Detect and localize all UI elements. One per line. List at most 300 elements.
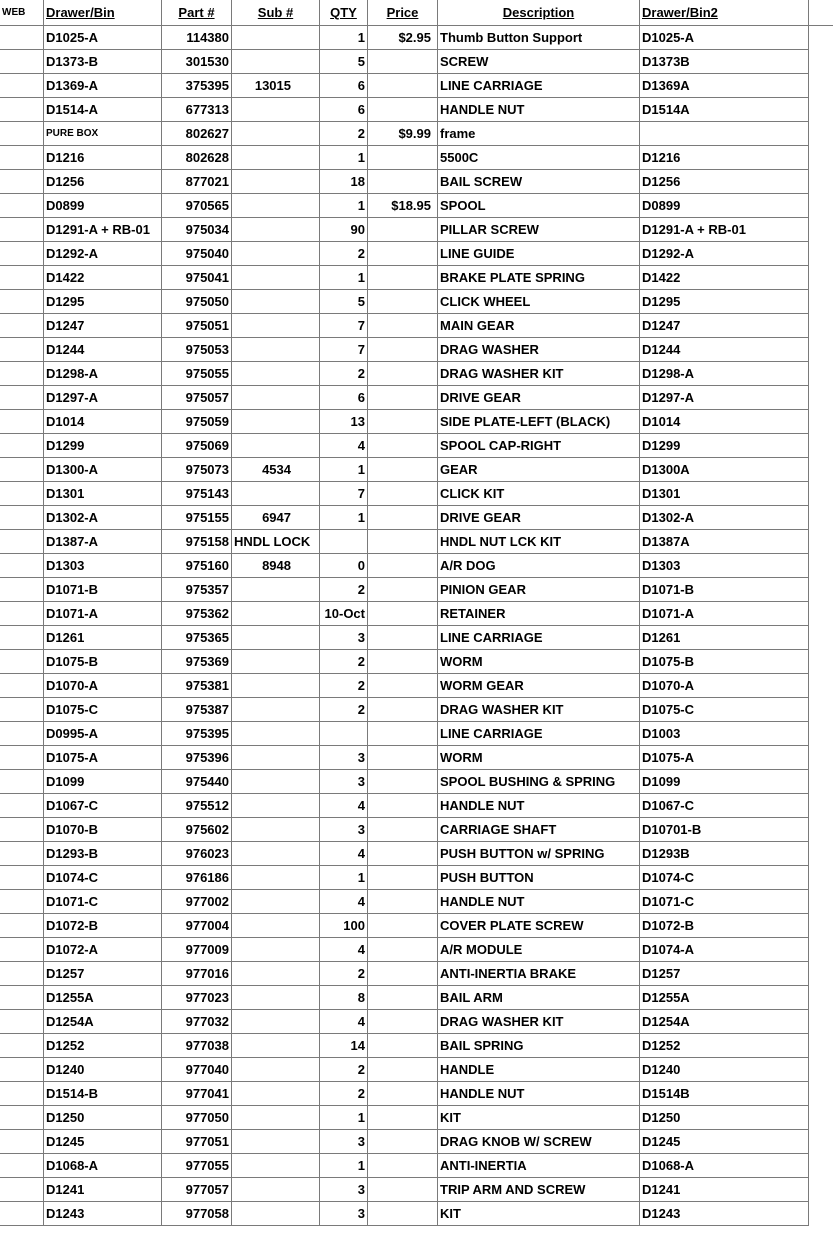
qty-cell[interactable]: 5 — [320, 50, 368, 73]
description-cell[interactable]: LINE CARRIAGE — [438, 74, 640, 97]
price-cell[interactable] — [368, 674, 438, 697]
sub-number-cell[interactable] — [232, 938, 320, 961]
web-cell[interactable] — [0, 410, 44, 433]
description-cell[interactable]: DRIVE GEAR — [438, 506, 640, 529]
drawer-bin-cell[interactable]: D1298-A — [44, 362, 162, 385]
part-number-cell[interactable]: 975051 — [162, 314, 232, 337]
description-cell[interactable]: A/R DOG — [438, 554, 640, 577]
sub-number-cell[interactable] — [232, 602, 320, 625]
price-cell[interactable]: $2.95 — [368, 26, 438, 49]
sub-number-cell[interactable] — [232, 482, 320, 505]
description-cell[interactable]: WORM GEAR — [438, 674, 640, 697]
sub-number-cell[interactable] — [232, 242, 320, 265]
sub-number-cell[interactable] — [232, 818, 320, 841]
price-cell[interactable] — [368, 458, 438, 481]
drawer-bin2-cell[interactable]: D1075-C — [640, 698, 809, 721]
part-number-cell[interactable]: 977051 — [162, 1130, 232, 1153]
description-cell[interactable]: CLICK WHEEL — [438, 290, 640, 313]
drawer-bin-cell[interactable]: D1297-A — [44, 386, 162, 409]
web-cell[interactable] — [0, 1034, 44, 1057]
qty-cell[interactable] — [320, 530, 368, 553]
qty-cell[interactable]: 3 — [320, 1202, 368, 1225]
qty-cell[interactable]: 2 — [320, 122, 368, 145]
description-cell[interactable]: PUSH BUTTON w/ SPRING — [438, 842, 640, 865]
header-qty[interactable]: QTY — [320, 0, 368, 25]
drawer-bin-cell[interactable]: D1514-A — [44, 98, 162, 121]
web-cell[interactable] — [0, 98, 44, 121]
web-cell[interactable] — [0, 818, 44, 841]
qty-cell[interactable]: 4 — [320, 890, 368, 913]
price-cell[interactable] — [368, 1034, 438, 1057]
web-cell[interactable] — [0, 74, 44, 97]
part-number-cell[interactable]: 975158 — [162, 530, 232, 553]
price-cell[interactable] — [368, 386, 438, 409]
web-cell[interactable] — [0, 362, 44, 385]
part-number-cell[interactable]: 677313 — [162, 98, 232, 121]
price-cell[interactable] — [368, 410, 438, 433]
description-cell[interactable]: DRIVE GEAR — [438, 386, 640, 409]
drawer-bin-cell[interactable]: D1300-A — [44, 458, 162, 481]
drawer-bin2-cell[interactable]: D1297-A — [640, 386, 809, 409]
header-part-number[interactable]: Part # — [162, 0, 232, 25]
part-number-cell[interactable]: 975365 — [162, 626, 232, 649]
qty-cell[interactable]: 1 — [320, 146, 368, 169]
drawer-bin-cell[interactable]: D1071-A — [44, 602, 162, 625]
part-number-cell[interactable]: 975053 — [162, 338, 232, 361]
qty-cell[interactable]: 1 — [320, 1106, 368, 1129]
sub-number-cell[interactable] — [232, 794, 320, 817]
qty-cell[interactable]: 14 — [320, 1034, 368, 1057]
header-sub-number[interactable]: Sub # — [232, 0, 320, 25]
drawer-bin2-cell[interactable]: D1252 — [640, 1034, 809, 1057]
drawer-bin-cell[interactable]: D1302-A — [44, 506, 162, 529]
drawer-bin2-cell[interactable]: D1293B — [640, 842, 809, 865]
header-drawer-bin[interactable]: Drawer/Bin — [44, 0, 162, 25]
price-cell[interactable] — [368, 1106, 438, 1129]
sub-number-cell[interactable] — [232, 1178, 320, 1201]
part-number-cell[interactable]: 975440 — [162, 770, 232, 793]
price-cell[interactable] — [368, 986, 438, 1009]
price-cell[interactable] — [368, 938, 438, 961]
qty-cell[interactable]: 2 — [320, 698, 368, 721]
part-number-cell[interactable]: 976023 — [162, 842, 232, 865]
qty-cell[interactable]: 90 — [320, 218, 368, 241]
price-cell[interactable]: $18.95 — [368, 194, 438, 217]
drawer-bin-cell[interactable]: D1241 — [44, 1178, 162, 1201]
drawer-bin2-cell[interactable]: D1298-A — [640, 362, 809, 385]
part-number-cell[interactable]: 975073 — [162, 458, 232, 481]
sub-number-cell[interactable] — [232, 1154, 320, 1177]
web-cell[interactable] — [0, 962, 44, 985]
qty-cell[interactable]: 2 — [320, 1082, 368, 1105]
price-cell[interactable] — [368, 842, 438, 865]
part-number-cell[interactable]: 975040 — [162, 242, 232, 265]
web-cell[interactable] — [0, 1106, 44, 1129]
description-cell[interactable]: SCREW — [438, 50, 640, 73]
qty-cell[interactable]: 10-Oct — [320, 602, 368, 625]
drawer-bin2-cell[interactable]: D1072-B — [640, 914, 809, 937]
description-cell[interactable]: 5500C — [438, 146, 640, 169]
sub-number-cell[interactable]: 8948 — [232, 554, 320, 577]
drawer-bin2-cell[interactable]: D1247 — [640, 314, 809, 337]
drawer-bin2-cell[interactable]: D1514A — [640, 98, 809, 121]
price-cell[interactable] — [368, 146, 438, 169]
part-number-cell[interactable]: 975050 — [162, 290, 232, 313]
description-cell[interactable]: HANDLE NUT — [438, 98, 640, 121]
web-cell[interactable] — [0, 338, 44, 361]
part-number-cell[interactable]: 975369 — [162, 650, 232, 673]
drawer-bin2-cell[interactable]: D1014 — [640, 410, 809, 433]
price-cell[interactable] — [368, 362, 438, 385]
description-cell[interactable]: PINION GEAR — [438, 578, 640, 601]
drawer-bin-cell[interactable]: D1514-B — [44, 1082, 162, 1105]
price-cell[interactable] — [368, 266, 438, 289]
web-cell[interactable] — [0, 986, 44, 1009]
qty-cell[interactable]: 2 — [320, 362, 368, 385]
qty-cell[interactable]: 4 — [320, 434, 368, 457]
sub-number-cell[interactable] — [232, 986, 320, 1009]
qty-cell[interactable]: 2 — [320, 1058, 368, 1081]
part-number-cell[interactable]: 977058 — [162, 1202, 232, 1225]
price-cell[interactable] — [368, 818, 438, 841]
drawer-bin2-cell[interactable]: D1302-A — [640, 506, 809, 529]
web-cell[interactable] — [0, 1010, 44, 1033]
drawer-bin2-cell[interactable]: D10701-B — [640, 818, 809, 841]
description-cell[interactable]: DRAG WASHER KIT — [438, 1010, 640, 1033]
part-number-cell[interactable]: 975055 — [162, 362, 232, 385]
part-number-cell[interactable]: 975362 — [162, 602, 232, 625]
qty-cell[interactable]: 3 — [320, 1178, 368, 1201]
drawer-bin-cell[interactable]: D1067-C — [44, 794, 162, 817]
drawer-bin-cell[interactable]: D1261 — [44, 626, 162, 649]
drawer-bin-cell[interactable]: D1075-C — [44, 698, 162, 721]
price-cell[interactable] — [368, 626, 438, 649]
drawer-bin-cell[interactable]: D1245 — [44, 1130, 162, 1153]
sub-number-cell[interactable] — [232, 290, 320, 313]
drawer-bin2-cell[interactable]: D1295 — [640, 290, 809, 313]
web-cell[interactable] — [0, 242, 44, 265]
qty-cell[interactable]: 13 — [320, 410, 368, 433]
part-number-cell[interactable]: 977016 — [162, 962, 232, 985]
header-description[interactable]: Description — [438, 0, 640, 25]
web-cell[interactable] — [0, 482, 44, 505]
sub-number-cell[interactable] — [232, 626, 320, 649]
price-cell[interactable] — [368, 98, 438, 121]
sub-number-cell[interactable]: HNDL LOCK — [232, 530, 320, 553]
qty-cell[interactable]: 2 — [320, 650, 368, 673]
sub-number-cell[interactable] — [232, 410, 320, 433]
sub-number-cell[interactable] — [232, 842, 320, 865]
qty-cell[interactable]: 3 — [320, 746, 368, 769]
drawer-bin-cell[interactable]: D1373-B — [44, 50, 162, 73]
web-cell[interactable] — [0, 1154, 44, 1177]
qty-cell[interactable]: 1 — [320, 266, 368, 289]
price-cell[interactable] — [368, 74, 438, 97]
web-cell[interactable] — [0, 290, 44, 313]
description-cell[interactable]: ANTI-INERTIA BRAKE — [438, 962, 640, 985]
drawer-bin-cell[interactable]: D1025-A — [44, 26, 162, 49]
web-cell[interactable] — [0, 626, 44, 649]
qty-cell[interactable]: 2 — [320, 962, 368, 985]
description-cell[interactable]: A/R MODULE — [438, 938, 640, 961]
price-cell[interactable] — [368, 314, 438, 337]
price-cell[interactable] — [368, 1178, 438, 1201]
drawer-bin-cell[interactable]: D1216 — [44, 146, 162, 169]
part-number-cell[interactable]: 977057 — [162, 1178, 232, 1201]
price-cell[interactable] — [368, 794, 438, 817]
price-cell[interactable] — [368, 506, 438, 529]
header-price[interactable]: Price — [368, 0, 438, 25]
part-number-cell[interactable]: 977041 — [162, 1082, 232, 1105]
description-cell[interactable]: BAIL SCREW — [438, 170, 640, 193]
part-number-cell[interactable]: 976186 — [162, 866, 232, 889]
price-cell[interactable] — [368, 578, 438, 601]
drawer-bin-cell[interactable]: D1074-C — [44, 866, 162, 889]
qty-cell[interactable]: 1 — [320, 458, 368, 481]
part-number-cell[interactable]: 975034 — [162, 218, 232, 241]
sub-number-cell[interactable] — [232, 746, 320, 769]
part-number-cell[interactable]: 975396 — [162, 746, 232, 769]
description-cell[interactable]: SIDE PLATE-LEFT (BLACK) — [438, 410, 640, 433]
drawer-bin2-cell[interactable]: D1291-A + RB-01 — [640, 218, 809, 241]
sub-number-cell[interactable] — [232, 578, 320, 601]
part-number-cell[interactable]: 975387 — [162, 698, 232, 721]
price-cell[interactable] — [368, 650, 438, 673]
part-number-cell[interactable]: 975057 — [162, 386, 232, 409]
drawer-bin-cell[interactable]: D1072-B — [44, 914, 162, 937]
price-cell[interactable] — [368, 1058, 438, 1081]
description-cell[interactable]: MAIN GEAR — [438, 314, 640, 337]
web-cell[interactable] — [0, 722, 44, 745]
description-cell[interactable]: HNDL NUT LCK KIT — [438, 530, 640, 553]
description-cell[interactable]: CARRIAGE SHAFT — [438, 818, 640, 841]
sub-number-cell[interactable] — [232, 1202, 320, 1225]
sub-number-cell[interactable] — [232, 1010, 320, 1033]
qty-cell[interactable]: 8 — [320, 986, 368, 1009]
web-cell[interactable] — [0, 554, 44, 577]
drawer-bin2-cell[interactable]: D1075-A — [640, 746, 809, 769]
drawer-bin2-cell[interactable]: D1025-A — [640, 26, 809, 49]
drawer-bin-cell[interactable]: D1243 — [44, 1202, 162, 1225]
web-cell[interactable] — [0, 1130, 44, 1153]
sub-number-cell[interactable] — [232, 122, 320, 145]
drawer-bin-cell[interactable]: D1068-A — [44, 1154, 162, 1177]
part-number-cell[interactable]: 975160 — [162, 554, 232, 577]
drawer-bin-cell[interactable]: D1250 — [44, 1106, 162, 1129]
drawer-bin2-cell[interactable]: D1369A — [640, 74, 809, 97]
description-cell[interactable]: DRAG WASHER — [438, 338, 640, 361]
drawer-bin-cell[interactable]: D1075-B — [44, 650, 162, 673]
sub-number-cell[interactable] — [232, 386, 320, 409]
description-cell[interactable]: COVER PLATE SCREW — [438, 914, 640, 937]
web-cell[interactable] — [0, 794, 44, 817]
drawer-bin-cell[interactable]: D1244 — [44, 338, 162, 361]
sub-number-cell[interactable] — [232, 146, 320, 169]
drawer-bin2-cell[interactable]: D1303 — [640, 554, 809, 577]
sub-number-cell[interactable] — [232, 866, 320, 889]
qty-cell[interactable]: 6 — [320, 98, 368, 121]
price-cell[interactable] — [368, 722, 438, 745]
part-number-cell[interactable]: 977032 — [162, 1010, 232, 1033]
price-cell[interactable] — [368, 746, 438, 769]
drawer-bin-cell[interactable]: D1071-B — [44, 578, 162, 601]
part-number-cell[interactable]: 975143 — [162, 482, 232, 505]
qty-cell[interactable]: 3 — [320, 626, 368, 649]
description-cell[interactable]: HANDLE NUT — [438, 1082, 640, 1105]
drawer-bin2-cell[interactable]: D1254A — [640, 1010, 809, 1033]
description-cell[interactable]: CLICK KIT — [438, 482, 640, 505]
drawer-bin-cell[interactable]: D1072-A — [44, 938, 162, 961]
sub-number-cell[interactable] — [232, 98, 320, 121]
web-cell[interactable] — [0, 674, 44, 697]
price-cell[interactable] — [368, 338, 438, 361]
drawer-bin-cell[interactable]: D0899 — [44, 194, 162, 217]
drawer-bin-cell[interactable]: D1247 — [44, 314, 162, 337]
description-cell[interactable]: HANDLE NUT — [438, 890, 640, 913]
drawer-bin2-cell[interactable]: D1300A — [640, 458, 809, 481]
web-cell[interactable] — [0, 1058, 44, 1081]
drawer-bin2-cell[interactable]: D1255A — [640, 986, 809, 1009]
description-cell[interactable]: PUSH BUTTON — [438, 866, 640, 889]
web-cell[interactable] — [0, 434, 44, 457]
description-cell[interactable]: TRIP ARM AND SCREW — [438, 1178, 640, 1201]
drawer-bin2-cell[interactable]: D1099 — [640, 770, 809, 793]
qty-cell[interactable]: 1 — [320, 194, 368, 217]
drawer-bin-cell[interactable]: D1240 — [44, 1058, 162, 1081]
description-cell[interactable]: LINE CARRIAGE — [438, 626, 640, 649]
price-cell[interactable] — [368, 554, 438, 577]
qty-cell[interactable]: 3 — [320, 770, 368, 793]
drawer-bin-cell[interactable]: D1387-A — [44, 530, 162, 553]
price-cell[interactable] — [368, 1202, 438, 1225]
qty-cell[interactable]: 7 — [320, 482, 368, 505]
description-cell[interactable]: PILLAR SCREW — [438, 218, 640, 241]
drawer-bin2-cell[interactable]: D1240 — [640, 1058, 809, 1081]
part-number-cell[interactable]: 301530 — [162, 50, 232, 73]
qty-cell[interactable]: 100 — [320, 914, 368, 937]
header-drawer-bin2[interactable]: Drawer/Bin2 — [640, 0, 809, 25]
drawer-bin2-cell[interactable]: D1422 — [640, 266, 809, 289]
sub-number-cell[interactable] — [232, 914, 320, 937]
drawer-bin-cell[interactable]: D1071-C — [44, 890, 162, 913]
drawer-bin2-cell[interactable]: D1299 — [640, 434, 809, 457]
price-cell[interactable] — [368, 890, 438, 913]
price-cell[interactable] — [368, 602, 438, 625]
part-number-cell[interactable]: 975069 — [162, 434, 232, 457]
sub-number-cell[interactable] — [232, 1058, 320, 1081]
header-web[interactable]: WEB — [0, 0, 44, 25]
web-cell[interactable] — [0, 650, 44, 673]
part-number-cell[interactable]: 975059 — [162, 410, 232, 433]
description-cell[interactable]: DRAG KNOB W/ SCREW — [438, 1130, 640, 1153]
drawer-bin2-cell[interactable]: D1514B — [640, 1082, 809, 1105]
price-cell[interactable] — [368, 1082, 438, 1105]
price-cell[interactable] — [368, 1154, 438, 1177]
drawer-bin2-cell[interactable]: D1216 — [640, 146, 809, 169]
sub-number-cell[interactable]: 13015 — [232, 74, 320, 97]
qty-cell[interactable]: 1 — [320, 866, 368, 889]
drawer-bin2-cell[interactable]: D1071-B — [640, 578, 809, 601]
drawer-bin-cell[interactable]: D1293-B — [44, 842, 162, 865]
sub-number-cell[interactable] — [232, 362, 320, 385]
web-cell[interactable] — [0, 194, 44, 217]
sub-number-cell[interactable] — [232, 890, 320, 913]
part-number-cell[interactable]: 802628 — [162, 146, 232, 169]
qty-cell[interactable]: 3 — [320, 1130, 368, 1153]
drawer-bin-cell[interactable]: D1295 — [44, 290, 162, 313]
drawer-bin-cell[interactable]: D1303 — [44, 554, 162, 577]
qty-cell[interactable]: 2 — [320, 674, 368, 697]
drawer-bin2-cell[interactable]: D1292-A — [640, 242, 809, 265]
sub-number-cell[interactable] — [232, 722, 320, 745]
web-cell[interactable] — [0, 602, 44, 625]
price-cell[interactable] — [368, 290, 438, 313]
part-number-cell[interactable]: 114380 — [162, 26, 232, 49]
drawer-bin-cell[interactable]: D1257 — [44, 962, 162, 985]
sub-number-cell[interactable] — [232, 770, 320, 793]
drawer-bin2-cell[interactable]: D1241 — [640, 1178, 809, 1201]
web-cell[interactable] — [0, 122, 44, 145]
drawer-bin2-cell[interactable]: D1373B — [640, 50, 809, 73]
price-cell[interactable] — [368, 50, 438, 73]
sub-number-cell[interactable] — [232, 1130, 320, 1153]
sub-number-cell[interactable] — [232, 266, 320, 289]
part-number-cell[interactable]: 977050 — [162, 1106, 232, 1129]
web-cell[interactable] — [0, 506, 44, 529]
qty-cell[interactable]: 6 — [320, 74, 368, 97]
web-cell[interactable] — [0, 266, 44, 289]
qty-cell[interactable]: 7 — [320, 314, 368, 337]
description-cell[interactable]: SPOOL — [438, 194, 640, 217]
web-cell[interactable] — [0, 218, 44, 241]
part-number-cell[interactable]: 375395 — [162, 74, 232, 97]
drawer-bin-cell[interactable]: D1252 — [44, 1034, 162, 1057]
part-number-cell[interactable]: 975155 — [162, 506, 232, 529]
drawer-bin-cell[interactable]: D1369-A — [44, 74, 162, 97]
price-cell[interactable] — [368, 962, 438, 985]
drawer-bin-cell[interactable]: D1014 — [44, 410, 162, 433]
description-cell[interactable]: Thumb Button Support — [438, 26, 640, 49]
drawer-bin2-cell[interactable]: D1387A — [640, 530, 809, 553]
part-number-cell[interactable]: 975357 — [162, 578, 232, 601]
web-cell[interactable] — [0, 698, 44, 721]
drawer-bin2-cell[interactable]: D1301 — [640, 482, 809, 505]
drawer-bin-cell[interactable]: D1292-A — [44, 242, 162, 265]
qty-cell[interactable]: 4 — [320, 1010, 368, 1033]
drawer-bin2-cell[interactable]: D1071-A — [640, 602, 809, 625]
qty-cell[interactable] — [320, 722, 368, 745]
part-number-cell[interactable]: 970565 — [162, 194, 232, 217]
web-cell[interactable] — [0, 1178, 44, 1201]
web-cell[interactable] — [0, 26, 44, 49]
drawer-bin2-cell[interactable]: D1070-A — [640, 674, 809, 697]
qty-cell[interactable]: 1 — [320, 26, 368, 49]
description-cell[interactable]: BRAKE PLATE SPRING — [438, 266, 640, 289]
sub-number-cell[interactable] — [232, 650, 320, 673]
drawer-bin2-cell[interactable]: D1003 — [640, 722, 809, 745]
drawer-bin2-cell[interactable]: D1245 — [640, 1130, 809, 1153]
drawer-bin-cell[interactable]: D1256 — [44, 170, 162, 193]
sub-number-cell[interactable] — [232, 1106, 320, 1129]
web-cell[interactable] — [0, 890, 44, 913]
qty-cell[interactable]: 4 — [320, 794, 368, 817]
description-cell[interactable]: SPOOL BUSHING & SPRING — [438, 770, 640, 793]
sub-number-cell[interactable] — [232, 50, 320, 73]
web-cell[interactable] — [0, 170, 44, 193]
part-number-cell[interactable]: 977040 — [162, 1058, 232, 1081]
web-cell[interactable] — [0, 1202, 44, 1225]
description-cell[interactable]: HANDLE NUT — [438, 794, 640, 817]
